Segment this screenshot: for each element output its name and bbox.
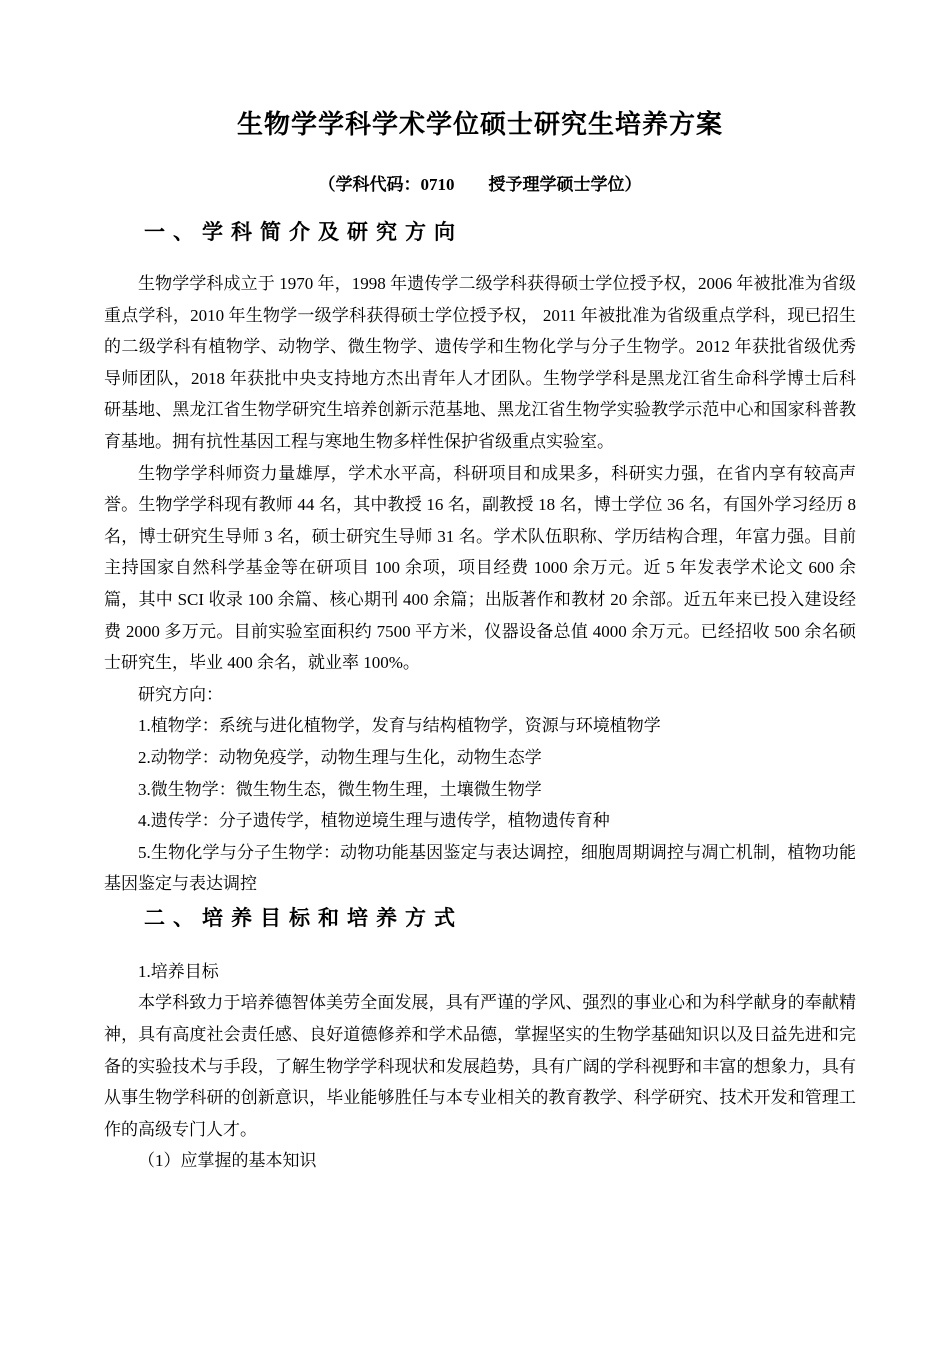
research-direction-item: 5.生物化学与分子生物学：动物功能基因鉴定与表达调控，细胞周期调控与凋亡机制，植物功能基因鉴定与表达调控 [104,842,856,894]
section2-list-item-1: （1）应掌握的基本知识 [138,1151,317,1171]
document-title: 生物学学科学术学位硕士研究生培养方案 [236,109,723,139]
research-direction-item: 2.动物学：动物免疫学，动物生理与生化，动物生态学 [138,747,542,767]
research-direction-item: 3.微生物学：微生物生态，微生物生理，土壤微生物学 [138,779,542,799]
section2-paragraph: 本学科致力于培养德智体美劳全面发展，具有严谨的学风、强烈的事业心和为科学献身的奉献精神，具有高度社会责任感、良好道德修养和学术品德，掌握坚实的生物学基础知识以及日益先进和完备的实验技术与手段，了解生物学学科现状和发展趋势，具有广阔的学科视野和丰富的想象力，具有从事生物学科研的创新意识，毕业能够胜任与本专业相关的教育教学、科学研究、技术开发和管理工作的高级专门人才。 [104,993,856,1139]
section-heading-1: 一、学科简介及研究方向 [144,220,463,244]
section-heading-2: 二、培养目标和培养方式 [144,905,463,930]
document-subtitle: （学科代码：0710 授予理学硕士学位） [318,175,642,194]
research-directions-label: 研究方向： [138,684,223,704]
section1-paragraph-2: 生物学学科师资力量雄厚，学术水平高，科研项目和成果多，科研实力强，在省内享有较高声誉。生物学学科现有教师 44 名，其中教授 16 名，副教授 18 名，博士学位 36 名，有国外学习经历 8 名，博士研究生导师 3 名，硕士研究生导师 31 名。学术队伍职称、学历结构合理，年富力强。目前主持国家自然科学基金等在研项目 100 余项，项目经费 1000 余万元。近 5 年发表学术论文 600 余篇，其中 SCI 收录 100 余篇、核心期刊 400 余篇；出版著作和教材 20 余部。近五年来已投入建设经费 2000 多万元。目前实验室面积约 7500 平方米，仪器设备总值 4000 余万元。已经招收 500 余名硕士研究生，毕业 400 余名，就业率 100%。 [104,463,861,673]
research-direction-item: 1.植物学：系统与进化植物学，发育与结构植物学，资源与环境植物学 [138,716,661,736]
section1-paragraph-1: 生物学学科成立于 1970 年，1998 年遗传学二级学科获得硕士学位授予权，2006 年被批准为省级重点学科，2010 年生物学一级学科获得硕士学位授予权， 2011 年被批准为省级重点学科，现已招生的二级学科有植物学、动物学、微生物学、遗传学和生物化学与分子生物学。2012 年获批省级优秀导师团队，2018 年获批中央支持地方杰出青年人才团队。生物学学科是黑龙江省生命科学博士后科研基地、黑龙江省生物学研究生培养创新示范基地、黑龙江省生物学实验教学示范中心和国家科普教育基地。拥有抗性基因工程与寒地生物多样性保护省级重点实验室。 [104,274,856,451]
research-direction-item: 4.遗传学：分子遗传学，植物逆境生理与遗传学，植物遗传育种 [138,811,610,831]
section2-subheading: 1.培养目标 [138,961,219,981]
